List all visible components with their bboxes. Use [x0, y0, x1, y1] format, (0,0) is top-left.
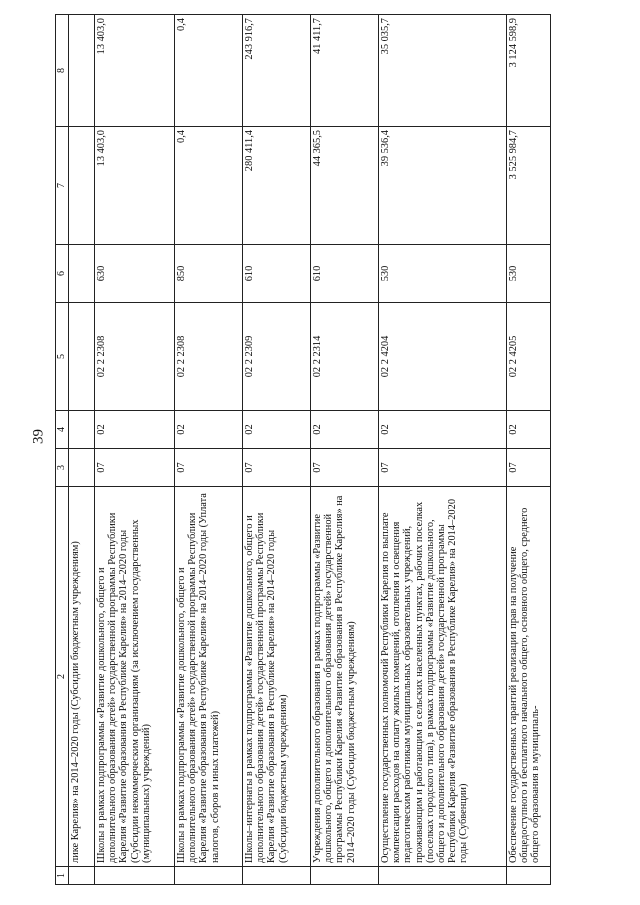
amount-executed: 13 403,0 — [95, 15, 175, 127]
row-number — [507, 867, 551, 885]
row-description: Школы в рамках подпрограммы «Развитие дошкольного, общего и дополнительного образования детей» государственной программы Республики Карелия «Развитие образования в Республике Карелия» на 2014–2020 годы (Субсидии некоммерческим организациям (за исключением государственных (муниципальных) учреждений) — [95, 487, 175, 867]
table-row — [175, 15, 243, 885]
expense-type-code: 610 — [311, 245, 379, 303]
row-number — [243, 867, 311, 885]
budget-table-rotated — [55, 15, 615, 885]
expense-type-code: 530 — [507, 245, 551, 303]
section-code: 07 — [175, 449, 243, 487]
subsection-code: 02 — [243, 411, 311, 449]
target-code — [69, 303, 95, 411]
expense-type-code: 850 — [175, 245, 243, 303]
row-number — [311, 867, 379, 885]
row-description: лике Карелия» на 2014–2020 годы (Субсидии бюджетным учреждениям) — [69, 487, 95, 867]
target-code: 02 2 2308 — [95, 303, 175, 411]
subsection-code: 02 — [175, 411, 243, 449]
table-row — [69, 15, 95, 885]
target-code: 02 2 4205 — [507, 303, 551, 411]
table-row — [379, 15, 507, 885]
column-header: 6 — [56, 245, 69, 303]
section-code: 07 — [95, 449, 175, 487]
subsection-code: 02 — [311, 411, 379, 449]
page-number: 39 — [30, 429, 47, 444]
row-number — [175, 867, 243, 885]
row-number — [379, 867, 507, 885]
amount-executed: 0,4 — [175, 15, 243, 127]
budget-table — [55, 14, 551, 885]
target-code: 02 2 4204 — [379, 303, 507, 411]
table-row — [95, 15, 175, 885]
column-header: 2 — [56, 487, 69, 867]
expense-type-code — [69, 245, 95, 303]
amount-executed — [69, 15, 95, 127]
amount-planned: 280 411,4 — [243, 127, 311, 245]
subsection-code: 02 — [379, 411, 507, 449]
section-code: 07 — [507, 449, 551, 487]
section-code: 07 — [243, 449, 311, 487]
row-description: Обеспечение государственных гарантий реализации прав на получение общедоступного и бесплатного начального общего, основного общего, среднего общего образования в муниципаль- — [507, 487, 551, 867]
expense-type-code: 630 — [95, 245, 175, 303]
subsection-code — [69, 411, 95, 449]
amount-executed: 3 124 598,9 — [507, 15, 551, 127]
row-description: Школы в рамках подпрограммы «Развитие дошкольного, общего и дополнительного образования детей» государственной программы Республики Карелия «Развитие образования в Республике Карелия» на 2014–2020 годы (Уплата налогов, сборов и иных платежей) — [175, 487, 243, 867]
section-code: 07 — [379, 449, 507, 487]
expense-type-code: 610 — [243, 245, 311, 303]
target-code: 02 2 2314 — [311, 303, 379, 411]
amount-planned: 3 525 984,7 — [507, 127, 551, 245]
row-description: Школы–интернаты в рамках подпрограммы «Развитие дошкольного, общего и дополнительного образования детей» государственной программы Республики Карелия «Развитие образования в Республике Карелия» на 2014–2020 годы (Субсидии бюджетным учреждениям) — [243, 487, 311, 867]
column-header: 5 — [56, 303, 69, 411]
table-row — [507, 15, 551, 885]
column-header: 7 — [56, 127, 69, 245]
table-header-row — [56, 15, 69, 885]
row-description: Осуществление государственных полномочий Республики Карелия по выплате компенсации расходов на оплату жилых помещений, отопления и освещения педагогическим работникам муниципальных образовательных учреждений, проживающим и работающим в сельских населенных пунктах, рабочих поселках (поселках городского типа), в рамках подпрограммы «Развитие дошкольного, общего и дополнительного образования детей» государственной программы Республики Карелия «Развитие образования в Республике Карелия» на 2014–2020 годы (Субвенции) — [379, 487, 507, 867]
target-code: 02 2 2309 — [243, 303, 311, 411]
amount-planned — [69, 127, 95, 245]
column-header: 4 — [56, 411, 69, 449]
column-header: 1 — [56, 867, 69, 885]
column-header: 3 — [56, 449, 69, 487]
subsection-code: 02 — [95, 411, 175, 449]
row-number — [69, 867, 95, 885]
section-code: 07 — [311, 449, 379, 487]
amount-planned: 0,4 — [175, 127, 243, 245]
expense-type-code: 530 — [379, 245, 507, 303]
target-code: 02 2 2308 — [175, 303, 243, 411]
amount-executed: 243 916,7 — [243, 15, 311, 127]
section-code — [69, 449, 95, 487]
amount-executed: 41 411,7 — [311, 15, 379, 127]
amount-planned: 13 403,0 — [95, 127, 175, 245]
subsection-code: 02 — [507, 411, 551, 449]
amount-planned: 44 365,5 — [311, 127, 379, 245]
amount-planned: 39 536,4 — [379, 127, 507, 245]
column-header: 8 — [56, 15, 69, 127]
row-description: Учреждения дополнительного образования в рамках подпрограммы «Развитие дошкольного, общего и дополнительного образования детей» государственной программы Республики Карелия «Развитие образования в Республике Карелия» на 2014–2020 годы (Субсидии бюджетным учреждениям) — [311, 487, 379, 867]
table-row — [311, 15, 379, 885]
row-number — [95, 867, 175, 885]
table-row — [243, 15, 311, 885]
amount-executed: 35 035,7 — [379, 15, 507, 127]
